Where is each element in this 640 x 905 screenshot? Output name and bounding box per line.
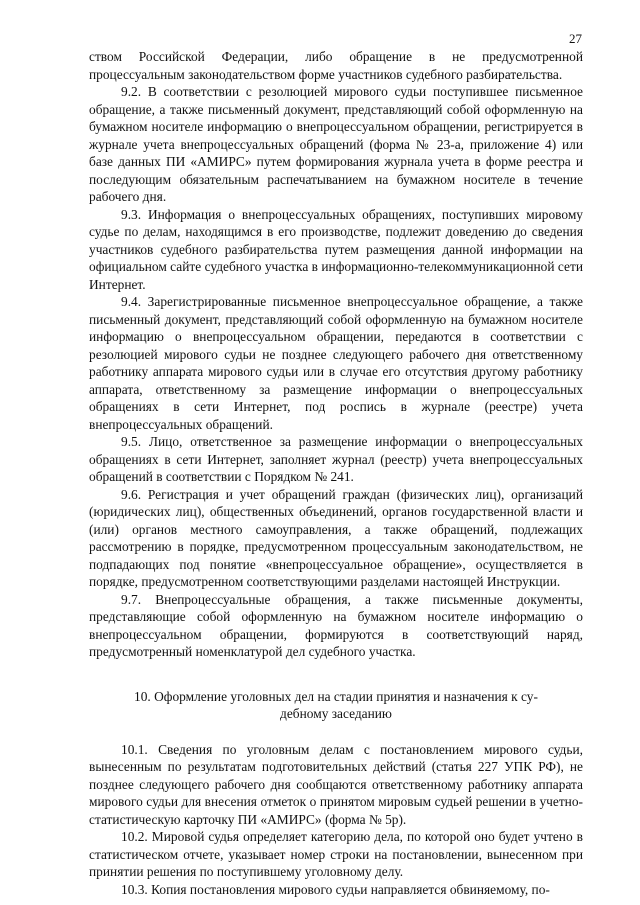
paragraph-continuation: ством Российской Федерации, либо обращение в не предусмотренной процессуальным законодательством форме участников судебного разбирательства. bbox=[89, 49, 583, 82]
paragraph-9-3: 9.3. Информация о внепроцессуальных обращениях, поступивших мировому судье по делам, находящимся в его производстве, подлежит доведению до сведения участников судебного разбирательства путем размещения данной информации на официальном сайте судебного участка в информационно-телекоммуникационной сети Интернет. bbox=[89, 206, 583, 292]
paragraph-10-1: 10.1. Сведения по уголовным делам с постановлением мирового судьи, вынесенным по результатам подготовительных действий (статья 227 УПК РФ), не позднее следующего рабочего дня сообщаются ответственному работнику аппарата мирового судьи для внесения отметок о принятом мировым судьей решении в учетно-статистическую карточку ПИ «АМИРС» (форма № 5р). bbox=[89, 741, 583, 827]
paragraph-9-6: 9.6. Регистрация и учет обращений граждан (физических лиц), организаций (юридических лиц), общественных объединений, органов государственной власти и (или) органов местного самоуправления, а также обращений, подлежащих рассмотрению в порядке, предусмотренном процессуальным законодательством, не подпадающих под понятие «внепроцессуальное обращение», осуществляется в порядке, предусмотренном соответствующими разделами настоящей Инструкции. bbox=[89, 486, 583, 589]
section-heading-line-1: 10. Оформление уголовных дел на стадии принятия и назначения к су- bbox=[134, 688, 538, 704]
paragraph-9-2: 9.2. В соответствии с резолюцией мирового судьи поступившее письменное обращение, а также письменный документ, представляющий собой оформленную на бумажном носителе информацию о внепроцессуальном обращении, регистрируется в журнале учета внепроцессуальных обращений (форма № 23-а, приложение 4) или базе данных ПИ «АМИРС» путем формирования журнала учета в форме реестра и последующим обязательным распечатыванием на бумажном носителе в течение рабочего дня. bbox=[89, 84, 583, 204]
paragraph-10-3: 10.3. Копия постановления мирового судьи направляется обвиняемому, по- bbox=[121, 881, 550, 897]
paragraph-9-4: 9.4. Зарегистрированные письменное внепроцессуальное обращение, а также письменный документ, представляющий собой оформленную на бумажном носителе информацию о внепроцессуальном обращении, передаются в соответствии с резолюцией мирового судьи не позднее следующего рабочего дня ответственному работнику аппарата мирового судьи или в случае его отсутствия другому работнику аппарата, ответственному за размещение информации о внепроцессуальных обращениях в сети Интернет, под роспись в журнале (реестре) учета внепроцессуальных обращений. bbox=[89, 294, 583, 432]
paragraph-10-2: 10.2. Мировой судья определяет категорию дела, по которой оно будет учтено в статистическом отчете, указывает номер строки на постановлении, вынесенном при принятии решения по поступившему уголовному делу. bbox=[89, 829, 583, 879]
section-10-heading bbox=[101, 688, 571, 723]
paragraph-9-7: 9.7. Внепроцессуальные обращения, а также письменные документы, представляющие собой оформленную на бумажном носителе информацию о внепроцессуальном обращении, формируются в соответствующий наряд, предусмотренный номенклатурой дел судебного участка. bbox=[89, 591, 583, 659]
document-body bbox=[89, 48, 583, 898]
section-heading-line-2: дебному заседанию bbox=[280, 706, 392, 721]
paragraph-9-5: 9.5. Лицо, ответственное за размещение информации о внепроцессуальных обращениях в сети Интернет, заполняет журнал (реестр) учета внепроцессуальных обращений в соответствии с Порядком № 241. bbox=[89, 434, 583, 484]
page-number: 27 bbox=[569, 31, 582, 46]
